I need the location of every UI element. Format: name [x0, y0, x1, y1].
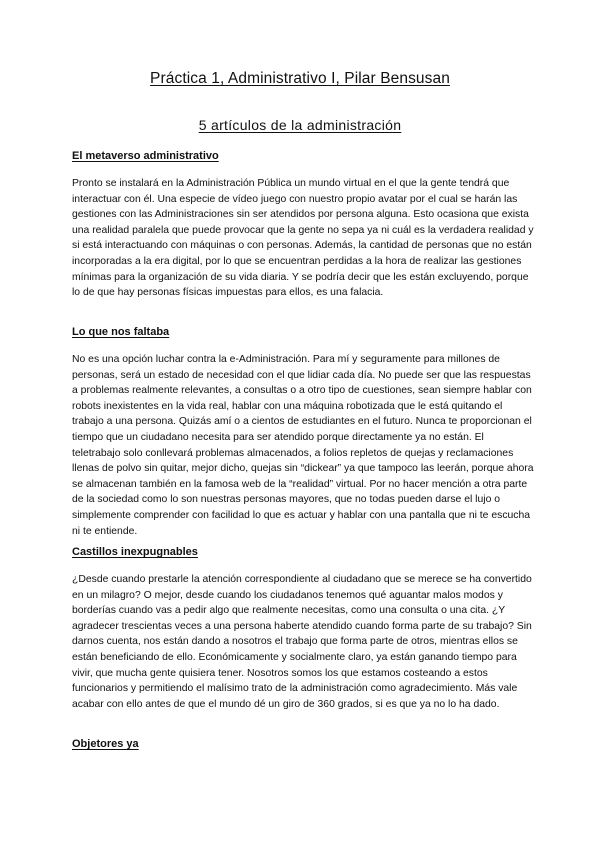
article-section	[72, 326, 534, 539]
section-paragraph: No es una opción luchar contra la e-Administración. Para mí y seguramente para millones de personas, será un estado de necesidad con el que lidiar cada día. No puede ser que las respuestas a problemas realmente relevantes, a consultas o a otro tipo de cuestiones, sean siempre hablar con robots inexistentes en la vida real, hablar con una máquina robotizada que le está quitando el trabajo a una persona. Quizás amí o a cientos de estudiantes en el futuro. Nunca te proporcionan el tiempo que un ciudadano necesita para ser atendido porque directamente ya no están. El teletrabajo solo conllevará problemas almacenados, a folios repletos de quejas y reclamaciones llenas de polvo sin quitar, mejor dicho, quejas sin “dickear” ya que tampoco las leerán, porque ahora se almacenan también en la famosa web de la “realidad” virtual. Por no hacer mención a otra parte de la sociedad como lo son nuestras personas mayores, que no todas pueden darse el lujo o simplemente comprender con facilidad lo que es actuar y hablar con una pantalla que ni te escucha ni te entiende.	[72, 354, 534, 537]
section-paragraph: Pronto se instalará en la Administración Pública un mundo virtual en el que la gente tendrá que interactuar con él. Una especie de vídeo juego con nuestro propio avatar por el cual se harán las gestiones con las Administraciones sin ser atendidos por persona alguna. Esto ocasiona que exista una realidad paralela que puede provocar que la gente no sepa ya ni cuál es la verdadera realidad y si está interactuando con máquinas o con personas. Además, la cantidad de personas que no están incorporadas a la era digital, por lo que se encuentran perdidas a la hora de realizar las gestiones mínimas para la organización de su vida diaria. Y se podría decir que les están excluyendo, porque lo de que hay personas físicas impuestas para ellos, es una falacia.	[72, 178, 534, 299]
section-paragraph: ¿Desde cuando prestarle la atención correspondiente al ciudadano que se merece se ha convertido en un milagro? O mejor, desde cuando los ciudadanos tenemos qué aguantar malos modos y borderías cuando vas a pedir algo que realmente necesitas, como una consulta o una cita. ¿Y agradecer trescientas veces a una persona haberte atendido cuando forma parte de su trabajo? Sin darnos cuenta, nos están dando a nosotros el trabajo que forma parte de otros, mientras ellos se están beneficiando de ello. Económicamente y socialmente claro, ya están ganando tiempo para vivir, que mucha gente quisiera tener. Nosotros somos los que estamos costeando a estos funcionarios y permitiendo el malísimo trato de la administración como agradecimiento. Más vale acabar con ello antes de que el mundo dé un giro de 360 grados, si es que ya no lo ha dado.	[72, 574, 532, 710]
section-heading: Lo que nos faltaba	[72, 326, 170, 338]
document-subtitle: 5 artículos de la administración	[198, 117, 402, 133]
section-heading: Castillos inexpugnables	[72, 546, 198, 558]
section-heading: El metaverso administrativo	[72, 150, 219, 162]
article-section	[72, 738, 534, 750]
article-section	[72, 546, 534, 712]
article-section	[72, 150, 534, 301]
section-heading: Objetores ya	[72, 738, 139, 750]
document-title: Práctica 1, Administrativo I, Pilar Bensusan	[150, 70, 450, 87]
